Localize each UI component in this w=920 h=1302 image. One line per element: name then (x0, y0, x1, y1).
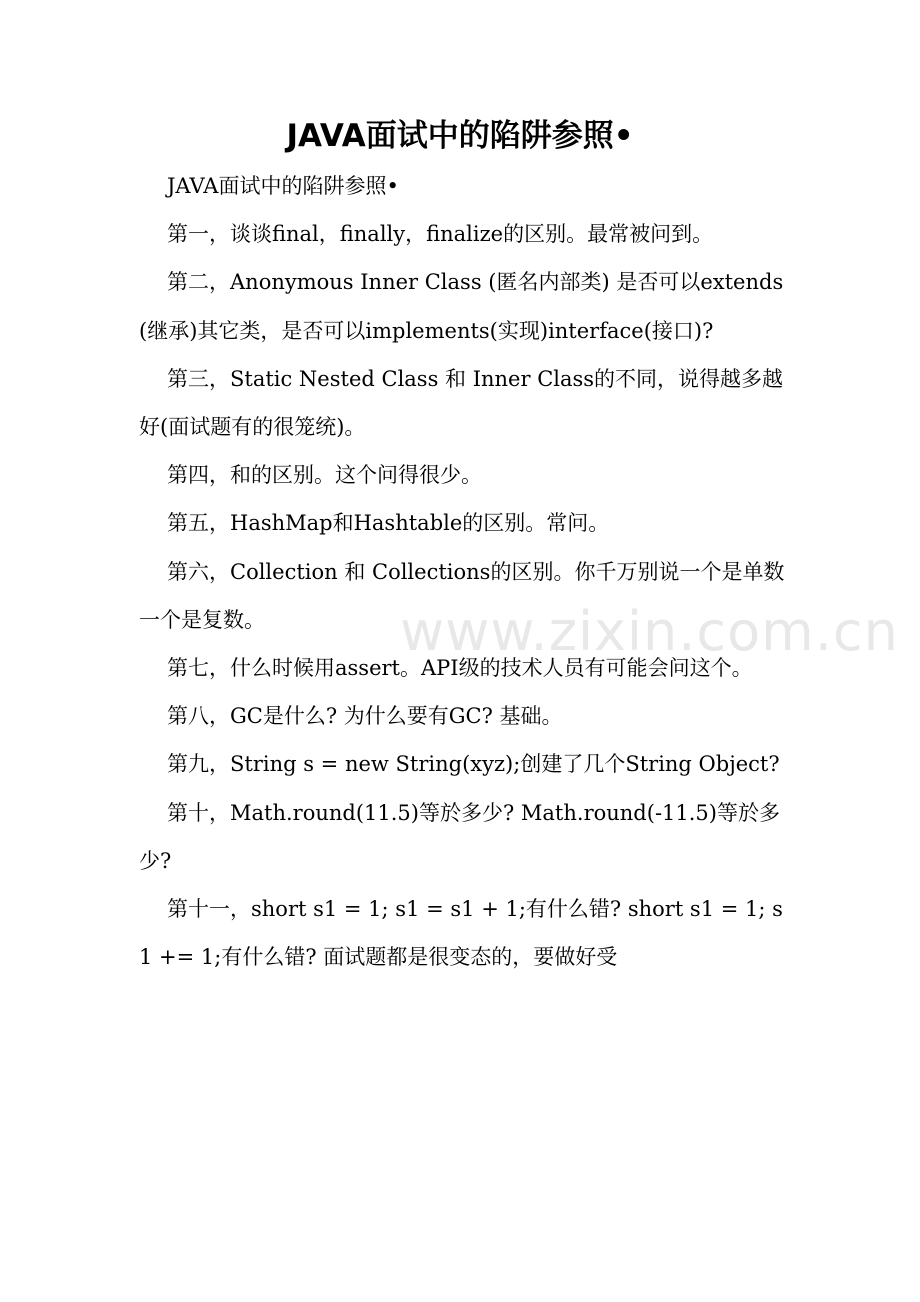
paragraph: 第一，谈谈final，finally，finalize的区别。最常被问到。 (167, 222, 714, 247)
document-body (139, 162, 789, 981)
paragraph: 第六，Collection 和 Collections的区别。你千万别说一个是单数一个是复数。 (139, 559, 785, 632)
document-title: JAVA面试中的陷阱参照• (286, 118, 634, 154)
paragraph: 第八，GC是什么? 为什么要有GC? 基础。 (167, 704, 563, 729)
paragraph: 第四，和的区别。这个问得很少。 (167, 463, 482, 488)
paragraph: 第十，Math.round(11.5)等於多少? Math.round(-11.5)等於多少? (139, 800, 780, 873)
paragraph: 第九，String s = new String(xyz);创建了几个String Object? (167, 752, 780, 777)
paragraph: 第二，Anonymous Inner Class (匿名内部类) 是否可以extends(继承)其它类，是否可以implements(实现)interface(接口)? (139, 270, 784, 343)
paragraph: 第三，Static Nested Class 和 Inner Class的不同，说得越多越好(面试题有的很笼统)。 (139, 366, 784, 440)
paragraph: 第十一，short s1 = 1; s1 = s1 + 1;有什么错? short s1 = 1; s1 += 1;有什么错? 面试题都是很变态的，要做好受 (139, 897, 783, 970)
watermark: www.zixin.com.cn (400, 600, 899, 663)
paragraph: 第七，什么时候用assert。API级的技术人员有可能会问这个。 (167, 656, 753, 681)
paragraph: 第五，HashMap和Hashtable的区别。常问。 (167, 511, 610, 536)
paragraph: JAVA面试中的陷阱参照• (167, 174, 399, 198)
